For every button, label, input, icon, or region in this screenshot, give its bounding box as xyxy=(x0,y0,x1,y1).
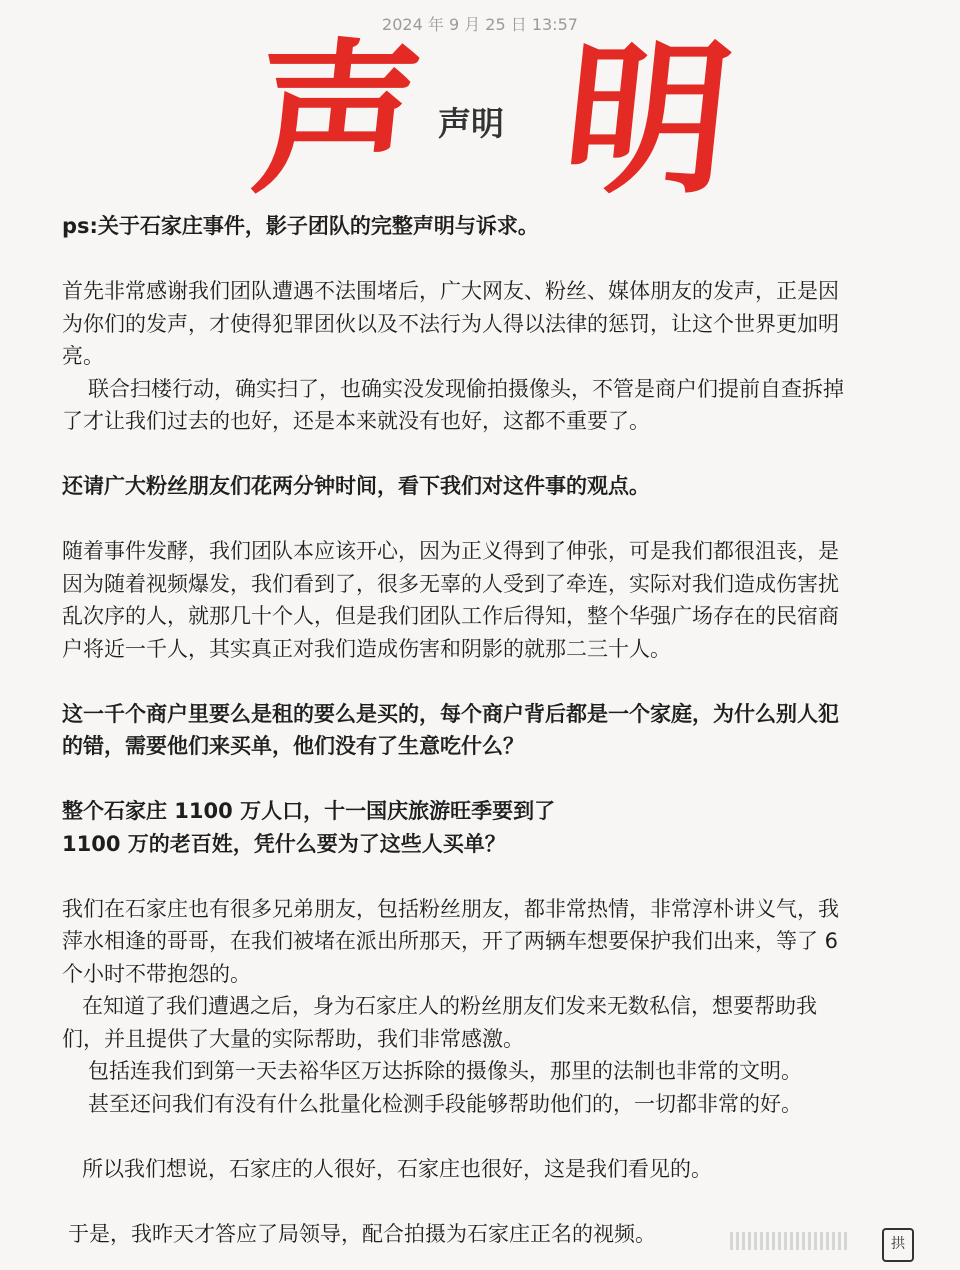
title-small: 声明 xyxy=(438,104,504,143)
paragraph-line: 因为随着视频爆发，我们看到了，很多无辜的人受到了牵连，实际对我们造成伤害扰 xyxy=(62,571,839,596)
paragraph-line: 联合扫楼行动，确实扫了，也确实没发现偷拍摄像头，不管是商户们提前自查拆掉 xyxy=(88,376,844,401)
paragraph-line: 甚至还问我们有没有什么批量化检测手段能够帮助他们的，一切都非常的好。 xyxy=(88,1091,802,1116)
paragraph-line: 萍水相逢的哥哥，在我们被堵在派出所那天，开了两辆车想要保护我们出来，等了 6 xyxy=(62,929,839,953)
bold-paragraph-line: 1100 万的老百姓，凭什么要为了这些人买单？ xyxy=(62,831,506,856)
paragraph-line: 所以我们想说，石家庄的人很好，石家庄也很好，这是我们看见的。 xyxy=(82,1156,712,1181)
bold-paragraph-line: 的错，需要他们来买单，他们没有了生意吃什么？ xyxy=(62,734,524,758)
paragraph-line: 我们在石家庄也有很多兄弟朋友，包括粉丝朋友，都非常热情，非常淳朴讲义气，我 xyxy=(62,896,839,921)
paragraph-line: 户将近一千人，其实真正对我们造成伤害和阴影的就那二三十人。 xyxy=(62,636,671,661)
paragraph-line: 亮。 xyxy=(62,344,104,368)
paragraph-line: 在知道了我们遭遇之后，身为石家庄人的粉丝朋友们发来无数私信，想要帮助我 xyxy=(82,994,817,1018)
paragraph-line: 随着事件发酵，我们团队本应该开心，因为正义得到了伸张，可是我们都很沮丧，是 xyxy=(62,539,839,563)
timestamp: 2024 年 9 月 25 日 13:57 xyxy=(382,15,578,34)
paragraph-line: 为你们的发声，才使得犯罪团伙以及不法行为人得以法律的惩罚，让这个世界更加明 xyxy=(62,311,839,336)
watermark xyxy=(730,1228,940,1254)
paragraph-line: 包括连我们到第一天去裕华区万达拆除的摄像头，那里的法制也非常的文明。 xyxy=(88,1059,802,1083)
paragraph-line: 们，并且提供了大量的实际帮助，我们非常感激。 xyxy=(62,1026,524,1051)
paragraph-line: 乱次序的人，就那几十个人，但是我们团队工作后得知，整个华强广场存在的民宿商 xyxy=(62,604,839,628)
bold-paragraph-line: 整个石家庄 1100 万人口，十一国庆旅游旺季要到了 xyxy=(62,799,556,823)
watermark-bars xyxy=(730,1232,850,1250)
paragraph-line: 首先非常感谢我们团队遭遇不法围堵后，广大网友、粉丝、媒体朋友的发声，正是因 xyxy=(62,279,839,303)
bold-paragraph-line: 这一千个商户里要么是租的要么是买的，每个商户背后都是一个家庭，为什么别人犯 xyxy=(62,701,839,726)
intro-line: ps:关于石家庄事件，影子团队的完整声明与诉求。 xyxy=(62,214,539,238)
paragraph-line: 于是，我昨天才答应了局领导，配合拍摄为石家庄正名的视频。 xyxy=(68,1221,656,1246)
title-big-char-left: 声 xyxy=(244,24,431,216)
bold-paragraph-line: 还请广大粉丝朋友们花两分钟时间，看下我们对这件事的观点。 xyxy=(62,474,650,498)
paragraph-line: 了才让我们过去的也好，还是本来就没有也好，这都不重要了。 xyxy=(62,409,650,433)
statement-body xyxy=(62,210,902,1250)
paragraph-line: 个小时不带抱怨的。 xyxy=(62,961,251,986)
watermark-box: 拱 xyxy=(882,1228,914,1262)
title-big-char-right: 明 xyxy=(554,24,741,216)
